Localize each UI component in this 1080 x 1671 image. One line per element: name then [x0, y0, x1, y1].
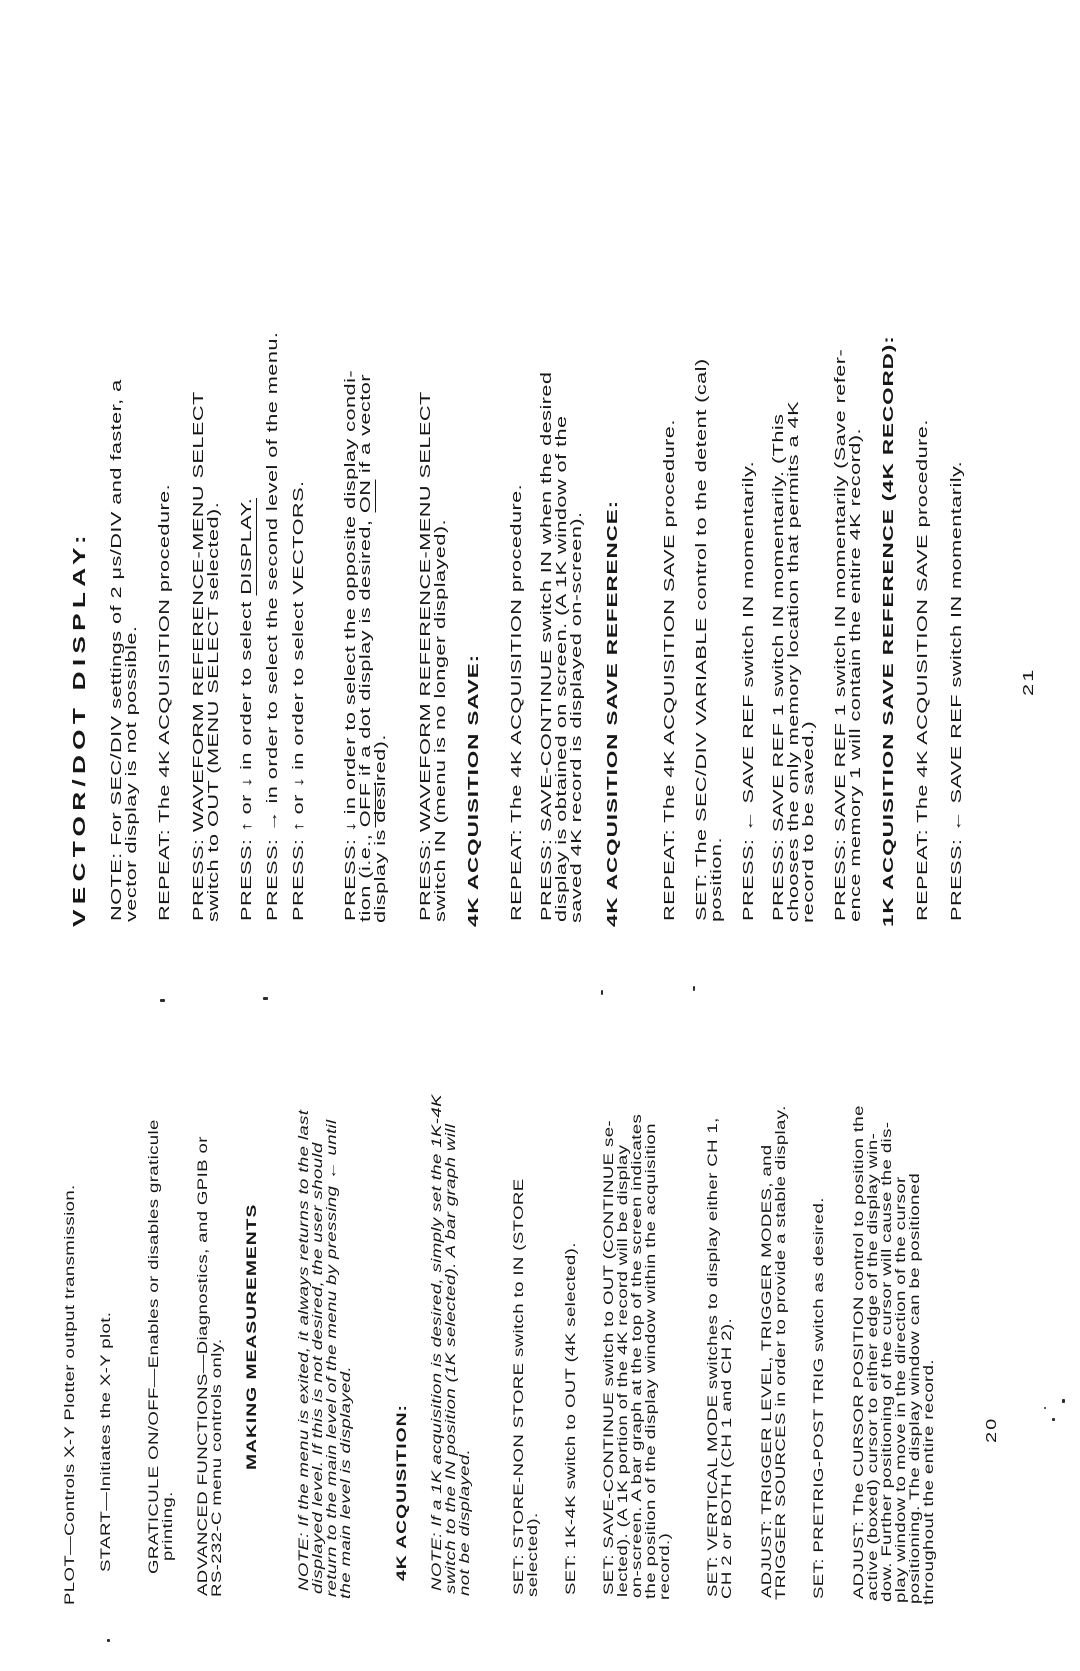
- scan-speck: [693, 986, 695, 991]
- text-line: SET: The SEC/DIV VARIABLE control to the detent (cal): [694, 358, 710, 921]
- text-line: REPEAT: The 4K ACQUISITION SAVE procedure.: [915, 419, 931, 921]
- text-line: ence memory 1 will contain the entire 4K record).: [848, 428, 864, 922]
- text-line: SET: 1K-4K switch to OUT (4K selected).: [563, 1242, 578, 1595]
- section-heading: MAKING MEASUREMENTS: [243, 1203, 259, 1470]
- text-line: PRESS: SAVE REF 1 switch IN momentarily. (This: [771, 413, 787, 921]
- text-line: GRATICULE ON/OFF—Enables or disables graticule: [146, 1119, 161, 1574]
- text-line: PRESS: SAVE-CONTINUE switch IN when the desired: [539, 371, 555, 921]
- text-line: not be displayed.: [457, 1448, 472, 1596]
- text-line: switch IN (menu is no longer displayed).: [433, 518, 449, 922]
- text-line: tion (i.e., OFF if a dot display is desired, ON if a vector: [358, 374, 374, 922]
- text-line: display is obtained on screen. (A 1K window of the: [554, 415, 570, 922]
- text-line: RS-232-C menu controls only.: [209, 1338, 224, 1597]
- text-line: PRESS: → in order to select the second level of the menu.: [265, 331, 281, 921]
- page-number: 20: [984, 1416, 1000, 1443]
- text-line: position.: [709, 837, 725, 922]
- text-line: record.): [657, 1532, 672, 1600]
- section-heading: 4K ACQUISITION SAVE:: [465, 653, 482, 927]
- text-line: switch to the IN position (1K selected). A bar graph will: [443, 1123, 458, 1594]
- scan-speck: [1062, 1399, 1065, 1403]
- text-line: PRESS: ↓ in order to select the opposite display condi-: [343, 369, 359, 921]
- scan-speck: [107, 1639, 110, 1642]
- scan-speck: [601, 990, 603, 995]
- text-line: CH 2 or BOTH (CH 1 and CH 2).: [719, 1317, 734, 1599]
- text-line: PRESS: ← SAVE REF switch IN momentarily.: [949, 460, 965, 921]
- section-heading: 4K ACQUISITION SAVE REFERENCE:: [604, 499, 621, 927]
- text-line: PRESS: WAVEFORM REFERENCE-MENU SELECT: [418, 391, 434, 921]
- text-line: PRESS: ↑ or ↓ in order to select DISPLAY.: [239, 497, 255, 921]
- scan-speck: [160, 999, 165, 1002]
- text-line: printing.: [160, 1491, 175, 1561]
- text-line: display is desired).: [373, 734, 389, 923]
- text-line: ADVANCED FUNCTIONS—Diagnostics, and GPIB or: [195, 1136, 210, 1596]
- text-line: PRESS: SAVE REF 1 switch IN momentarily (Save refer-: [833, 348, 849, 921]
- text-line: throughout the entire record.: [921, 1359, 936, 1605]
- text-line: switch to OUT (MENU SELECT selected).: [206, 501, 222, 922]
- text-line: ADJUST: TRIGGER LEVEL, TRIGGER MODES, and: [759, 1144, 774, 1598]
- text-line: displayed level. If this is not desired, the user should: [310, 1142, 325, 1594]
- text-line: NOTE: If the menu is exited, it always returns to the last: [296, 1109, 311, 1591]
- text-line: REPEAT: The 4K ACQUISITION SAVE procedure.: [662, 419, 678, 921]
- text-line: saved 4K record is displayed on-screen).: [569, 511, 585, 923]
- text-line: SET: STORE-NON STORE switch to IN (STORE: [511, 1178, 526, 1595]
- scan-speck: [1052, 1418, 1055, 1421]
- underlined-word: ON: [358, 479, 374, 514]
- text-line: active (boxed) cursor to either edge of the display win-: [865, 1132, 880, 1601]
- text-line: SET: SAVE-CONTINUE switch to OUT (CONTINUE se-: [601, 1119, 616, 1595]
- text-line: selected).: [525, 1512, 540, 1597]
- text-line: NOTE: If a 1K acquisition is desired, simply set the 1K-4K: [429, 1094, 444, 1591]
- text-line: return to the main level of the menu by pressing ← until: [324, 1119, 339, 1597]
- scan-speck: [263, 997, 268, 1000]
- text-line: SET: VERTICAL MODE switches to display either CH 1,: [705, 1117, 720, 1597]
- text-line: chooses the only memory location that permits a 4K: [786, 400, 802, 922]
- text-line: ADJUST: The CURSOR POSITION control to position the: [851, 1105, 866, 1599]
- text-line: SET: PRETRIG-POST TRIG switch as desired.: [811, 1197, 826, 1599]
- section-heading: 4K ACQUISITION:: [393, 1404, 409, 1581]
- section-heading: 1K ACQUISITION SAVE REFERENCE (4K RECORD):: [880, 335, 897, 927]
- section-heading: VECTOR/DOT DISPLAY:: [69, 530, 89, 927]
- underlined-word: DISPLAY.: [239, 497, 255, 595]
- text-line: on-screen. A bar graph at the top of the screen indicates: [629, 1113, 644, 1598]
- text-line: positioning. The display window can be positioned: [907, 1172, 922, 1604]
- text-line: REPEAT: The 4K ACQUISITION procedure.: [157, 483, 173, 921]
- text-line: NOTE: For SEC/DIV settings of 2 μs/DIV and faster, a: [109, 379, 125, 921]
- text-line: PRESS: ← SAVE REF switch IN momentarily.: [741, 460, 757, 921]
- text-line: PRESS: ↑ or ↓ in order to select VECTORS.: [291, 480, 307, 921]
- text-line: vector display is not possible.: [124, 625, 140, 922]
- text-line: TRIGGER SOURCES in order to provide a stable display.: [773, 1105, 788, 1600]
- text-line: REPEAT: The 4K ACQUISITION procedure.: [509, 483, 525, 921]
- text-line: PRESS: WAVEFORM REFERENCE-MENU SELECT: [191, 391, 207, 921]
- page-number: 21: [1021, 667, 1037, 696]
- text-line: play window to move in the direction of the cursor: [893, 1176, 908, 1603]
- text-line: lected). (A 1K portion of the 4K record will be display: [615, 1144, 630, 1597]
- scan-speck: [1044, 1407, 1046, 1409]
- text-line: PLOT—Controls X-Y Plotter output transmission.: [62, 1184, 77, 1605]
- text-line: the position of the display window within the acquisition: [643, 1123, 658, 1599]
- text-line: START—Initiates the X-Y plot.: [98, 1311, 113, 1572]
- text-line: dow. Further positioning of the cursor will cause the dis-: [879, 1121, 894, 1602]
- text-line: the main level is displayed.: [338, 1365, 353, 1599]
- underlined-word: OFF: [358, 782, 374, 828]
- text-line: record to be saved.): [801, 720, 817, 923]
